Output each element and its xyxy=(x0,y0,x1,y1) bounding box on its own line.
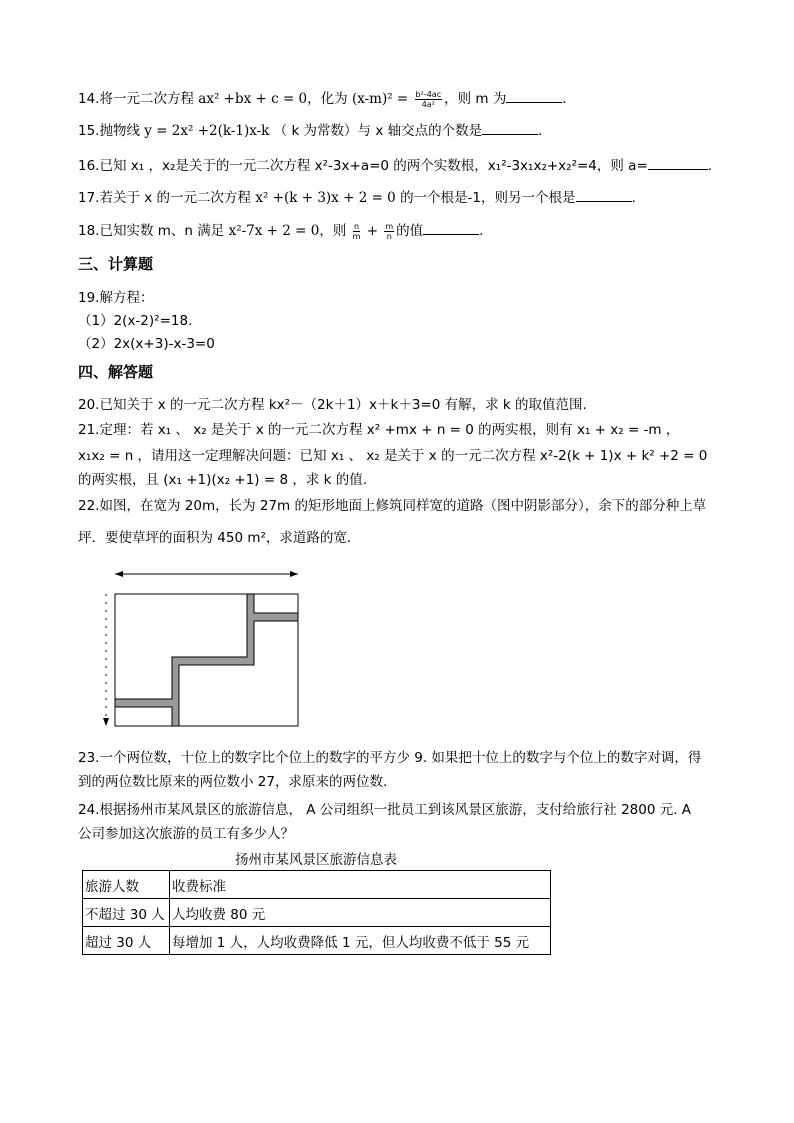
question-16: 16.已知 x₁ ，x₂是关于的一元二次方程 x²-3x+a=0 的两个实数根，x₁²-3x₁x₂+x₂²=4，则 a= . xyxy=(78,155,712,176)
q18-fraction-1-numerator: n xyxy=(354,221,360,231)
q15-text-a: 抛物线 xyxy=(99,123,140,139)
q15-number: 15. xyxy=(78,123,100,139)
q14-answer-blank[interactable] xyxy=(506,88,562,103)
q18-text-a: 已知实数 m、n 满足 xyxy=(99,223,225,239)
q18-equation: x²-7x + 2 = 0 xyxy=(228,223,320,239)
question-14: 14.将一元二次方程 ax² +bx + c = 0，化为 (x-m)² = $\frac{\text{b²-4ac}}{\text{4a²}}$ ，则 m 为 . xyxy=(78,89,567,109)
q15-equation: y = 2x² +2(k-1)x-k xyxy=(144,123,270,139)
q17-text-a: 若关于 x 的一元二次方程 xyxy=(99,190,252,206)
table-header-row xyxy=(83,871,551,899)
question-17: 17.若关于 x 的一元二次方程 x² +(k + 3)x + 2 = 0 的一个根是-1，则另一个根是 . xyxy=(78,187,636,208)
question-23-line-1: 23.一个两位数，十位上的数字比个位上的数字的平方少 9. 如果把十位上的数字与个位上的数字对调，得 xyxy=(78,750,702,766)
q16-number: 16. xyxy=(78,158,100,174)
q14-fraction-numerator: b²-4ac xyxy=(415,89,442,99)
q18-answer-blank[interactable] xyxy=(423,220,479,235)
question-19-part-2: （2）2x(x+3)-x-3=0 xyxy=(78,336,215,352)
q15-answer-blank[interactable] xyxy=(482,120,538,135)
section-4-heading: 四、解答题 xyxy=(78,363,154,381)
question-22-line-2: 坪．要使草坪的面积为 450 m²，求道路的宽． xyxy=(78,530,361,546)
q14-text-c: ，则 m 为 xyxy=(444,91,507,107)
question-21-line-2: x₁x₂ = n ，请用这一定理解决问题：已知 x₁ 、 x₂ 是关于 x 的一元二次方程 x²-2(k + 1)x + k² +2 = 0 xyxy=(78,448,708,464)
table-row xyxy=(83,927,551,955)
q14-equation-a: ax² +bx + c = 0 xyxy=(198,91,308,107)
q18-text-b: ，则 xyxy=(319,223,347,239)
q18-plus: + xyxy=(366,223,379,239)
question-19-part-1: （1）2(x-2)²=18. xyxy=(78,313,193,329)
travel-info-table xyxy=(82,870,551,955)
q18-fraction-1 xyxy=(353,222,361,241)
table-header-cell: 收费标准 xyxy=(170,871,551,899)
q18-fraction-1-denominator: m xyxy=(352,231,361,241)
q14-text-a: 将一元二次方程 xyxy=(99,91,194,107)
length-arrow-right xyxy=(290,571,298,577)
question-23-line-2: 到的两位数比原来的两位数小 27，求原来的两位数. xyxy=(78,774,388,790)
q14-number: 14. xyxy=(78,91,100,107)
table-row xyxy=(83,899,551,927)
q18-fraction-2-denominator: n xyxy=(386,231,392,241)
q16-text: 已知 x₁ ，x₂是关于的一元二次方程 x²-3x+a=0 的两个实数根，x₁²-3x₁x₂+x₂²=4，则 a= xyxy=(99,158,648,174)
q15-text-b: （ k 为常数）与 x 轴交点的个数是 xyxy=(273,123,483,139)
q16-answer-blank[interactable] xyxy=(648,155,708,170)
table-header-cell: 旅游人数 xyxy=(83,871,170,899)
q14-fraction xyxy=(415,90,443,109)
question-19-title: 19.解方程： xyxy=(78,290,154,306)
table-cell: 每增加 1 人，人均收费降低 1 元，但人均收费不低于 55 元 xyxy=(170,927,551,955)
question-21-line-3: 的两实根，且 (x₁ +1)(x₂ +1) = 8 ，求 k 的值. xyxy=(78,472,368,488)
table-cell: 超过 30 人 xyxy=(83,927,170,955)
table-caption: 扬州市某风景区旅游信息表 xyxy=(235,852,397,868)
question-24-line-1: 24.根据扬州市某风景区的旅游信息， A 公司组织一批员工到该风景区旅游，支付给旅行社 2800 元. A xyxy=(78,802,692,818)
q14-equation-b: (x-m)² = xyxy=(351,91,409,107)
q17-equation: x² +(k + 3)x + 2 = 0 xyxy=(255,190,396,206)
width-arrow-bottom xyxy=(103,718,109,726)
q17-answer-blank[interactable] xyxy=(576,187,632,202)
question-21-line-1: 21.定理：若 x₁ 、 x₂ 是关于 x 的一元二次方程 x² +mx + n = 0 的两实根，则有 x₁ + x₂ = -m ， xyxy=(78,422,680,438)
q17-text-b: 的一个根是-1，则另一个根是 xyxy=(400,190,576,206)
question-15: 15.抛物线 y = 2x² +2(k-1)x-k （ k 为常数）与 x 轴交点的个数是 . xyxy=(78,120,542,141)
q14-text-b: ，化为 xyxy=(307,91,348,107)
road-diagram xyxy=(100,566,310,731)
table-cell: 人均收费 80 元 xyxy=(170,899,551,927)
question-18: 18.已知实数 m、n 满足 x²-7x + 2 = 0，则 $\frac{n}{m}$ + $\frac{m}{n}$ 的值 . xyxy=(78,221,484,241)
q18-fraction-2-numerator: m xyxy=(385,221,394,231)
question-24-line-2: 公司参加这次旅游的员工有多少人？ xyxy=(78,826,294,842)
q18-text-c: 的值 xyxy=(396,223,424,239)
question-20: 20.已知关于 x 的一元二次方程 kx²－（2k＋1）x＋k＋3=0 有解，求 k 的取值范围. xyxy=(78,397,587,413)
section-3-heading: 三、计算题 xyxy=(78,255,154,273)
q14-fraction-denominator: 4a² xyxy=(421,99,435,109)
q18-number: 18. xyxy=(78,223,100,239)
table-cell: 不超过 30 人 xyxy=(83,899,170,927)
length-arrow-left xyxy=(115,571,123,577)
q18-fraction-2 xyxy=(384,222,394,241)
question-22-line-1: 22.如图，在宽为 20m，长为 27m 的矩形地面上修筑同样宽的道路（图中阴影部分），余下的部分种上草 xyxy=(78,498,707,514)
q17-number: 17. xyxy=(78,190,100,206)
